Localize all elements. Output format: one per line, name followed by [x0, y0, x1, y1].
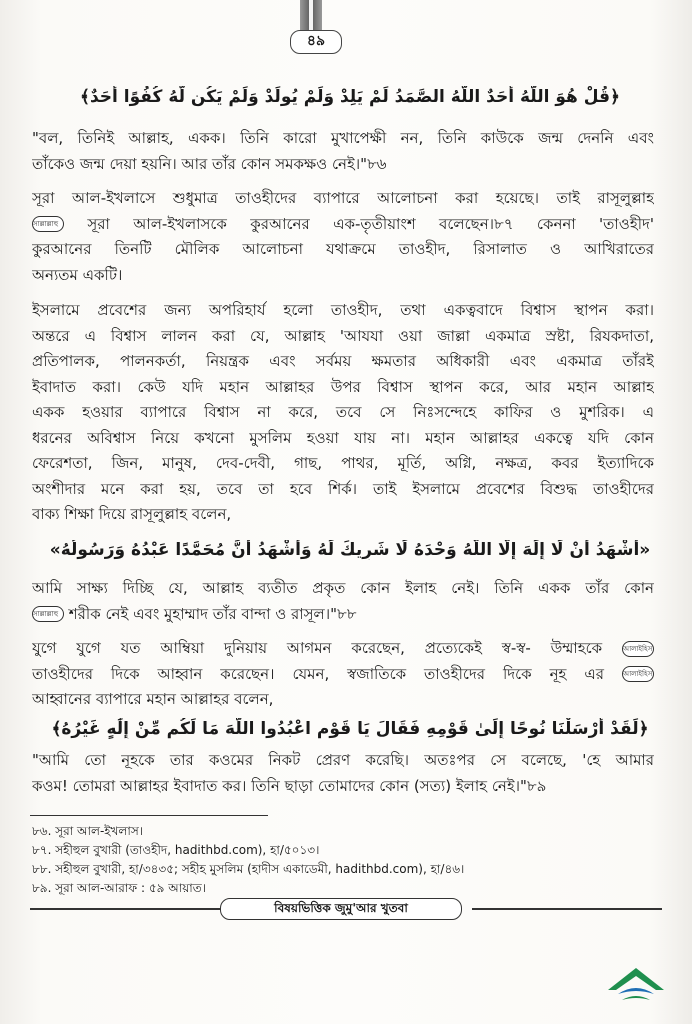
paragraph-tawhid [32, 298, 654, 528]
text-line: অন্তরে এ বিশ্বাস লালন করা যে, আল্লাহ 'আযযা ওয়া জাল্লা একমাত্র স্রষ্টা, রিযকদাতা, [32, 326, 654, 345]
text-line-with-badge [32, 212, 654, 238]
quran-verse-araf: ﴿لَقَدْ أَرْسَلْنَا نُوحًا إِلَىٰ قَوْمِهِ فَقَالَ يَا قَوْمِ اعْبُدُوا اللَّهَ مَا لَكُم مِّنْ إِلَٰهٍ غَيْرُهُ﴾ [51, 719, 649, 739]
paragraph-ikhlas-discussion [32, 186, 654, 288]
text-line-with-badge [32, 662, 654, 688]
text-line: আমি সাক্ষ্য দিচ্ছি যে, আল্লাহ ব্যতীত প্রকৃত কোন ইলাহ নেই। তিনি একক তাঁর কোন [32, 579, 654, 597]
paragraph-ikhlas-translation [32, 126, 654, 177]
text-line: ধরনের অবিশ্বাস নিয়ে কখনো মুসলিম হওয়া যায় না। মহান আল্লাহর একত্বে যদি কোন [32, 428, 654, 447]
text-line: আহ্বানের ব্যাপারে মহান আল্লাহর বলেন, [32, 690, 274, 708]
text-line-with-badge [32, 636, 654, 662]
paragraph-shahada-translation [32, 576, 654, 627]
salawat-badge: সাল্লাল্লাহু [32, 606, 64, 622]
text-line: ইবাদাত করা। কেউ যদি মহান আল্লাহর উপর বিশ্বাস স্থাপন করে, আর মহান আল্লাহ [32, 377, 654, 396]
text-line: কুরআনের তিনটি মৌলিক আলোচনা যথাক্রমে তাওহীদ, রিসালাত ও আখিরাতের [32, 240, 654, 258]
text-line: যুগে যুগে যত আম্বিয়া দুনিয়ায় আগমন করেছেন, প্রত্যেকেই স্ব-স্ব- উম্মাহকে [32, 639, 603, 657]
footnote: ৮৮. সহীহুল বুখারী, হা/৩৪৩৫; সহীহ মুসলিম (হাদীস একাডেমী, hadithbd.com), হা/৪৬। [32, 862, 465, 876]
paragraph-nuh-translation [32, 748, 654, 799]
text-line: সূরা আল-ইখলাসে শুধুমাত্র তাওহীদের ব্যাপারে আলোচনা করা হয়েছে। তাই রাসূলুল্লাহ [32, 189, 654, 207]
text-line: অংশীদার মনে করা হয়, তবে তা হবে শির্ক। তাই ইসলামে প্রবেশের বিশুদ্ধ তাওহীদের [32, 479, 654, 498]
text-line: শরীক নেই এবং মুহাম্মাদ তাঁর বান্দা ও রাসূল।"৮৮ [68, 604, 357, 623]
publisher-logo-icon [604, 960, 668, 1008]
text-line: "বল, তিনিই আল্লাহ, একক। তিনি কারো মুখাপেক্ষী নন, তিনি কাউকে জন্ম দেননি এবং [32, 129, 654, 147]
text-line: প্রতিপালক, পালনকর্তা, নিয়ন্ত্রক এবং সর্বময় ক্ষমতার অধিকারী এবং একমাত্র তাঁরই [32, 352, 654, 370]
alaihis-salam-badge: আলাইহিস [622, 666, 654, 682]
salawat-badge: সাল্লাল্লাহু [32, 216, 64, 232]
text-line: "আমি তো নূহকে তার কওমের নিকট প্রেরণ করেছি। অতঃপর সে বলেছে, 'হে আমার [32, 751, 654, 769]
footer-rule-right [472, 908, 662, 910]
spine-gap [309, 0, 313, 34]
page-number: ৪৯ [290, 30, 342, 54]
quran-verse-ikhlas: ﴿قُلْ هُوَ اللَّهُ أَحَدٌ اللَّهُ الصَّمَدُ لَمْ يَلِدْ وَلَمْ يُولَدْ وَلَمْ يَكُن لَّهُ كُفُوًا أَحَدٌ﴾ [80, 87, 620, 107]
text-line: তাঁকেও জন্ম দেয়া হয়নি। আর তাঁর কোন সমকক্ষও নেই।"৮৬ [32, 154, 387, 173]
footer-book-title: বিষয়ভিত্তিক জুমু'আর খুতবা [220, 898, 462, 920]
text-line: একক হওয়ার ব্যাপারে বিশ্বাস না করে, তবে সে নিঃসন্দেহে কাফির ও মুশরিক। এ [32, 403, 654, 421]
footnote: ৮৯. সূরা আল-আরাফ : ৫৯ আয়াত। [32, 881, 207, 895]
footnote: ৮৬. সূরা আল-ইখলাস। [32, 824, 144, 838]
text-line: বাক্য শিক্ষা দিয়ে রাসূলুল্লাহ বলেন, [32, 505, 232, 523]
footnote: ৮৭. সহীহুল বুখারী (তাওহীদ, hadithbd.com), হা/৫০১৩। [32, 843, 320, 857]
text-line: কওম! তোমরা আল্লাহর ইবাদাত কর। তিনি ছাড়া তোমাদের কোন (সত্য) ইলাহ নেই।"৮৯ [32, 776, 547, 795]
text-line: ফেরেশতা, জিন, মানুষ, দেব-দেবী, গাছ, পাথর, মূর্তি, অগ্নি, নক্ষত্র, কবর ইত্যাদিকে [32, 454, 654, 472]
text-line: ইসলামে প্রবেশের জন্য অপরিহার্য হলো তাওহীদ, তথা একত্ববাদে বিশ্বাস স্থাপন করা। [32, 301, 654, 319]
footnotes [32, 822, 632, 898]
hadith-shahada: «أَشْهَدُ أَنْ لَا إِلَهَ إِلَّا اللَّهُ وَحْدَهُ لَا شَرِيكَ لَهُ وَأَشْهَدُ أَنَّ مُحَمَّدًا عَبْدُهُ وَرَسُولُهُ» [49, 540, 651, 560]
footnote-divider [30, 815, 268, 816]
text-line: অন্যতম একটি। [32, 265, 123, 284]
footer-rule-left [30, 908, 220, 910]
text-line-with-badge [32, 602, 654, 628]
alaihis-salam-badge: আলাইহিস [622, 641, 654, 657]
text-line: তাওহীদের দিকে আহ্বান করেছেন। যেমন, স্বজাতিকে তাওহীদের দিকে নূহ এর [32, 664, 605, 683]
text-line: সূরা আল-ইখলাসকে কুরআনের এক-তৃতীয়াংশ বলেছেন।৮৭ কেননা 'তাওহীদ' [87, 214, 654, 233]
paragraph-prophets [32, 636, 654, 713]
